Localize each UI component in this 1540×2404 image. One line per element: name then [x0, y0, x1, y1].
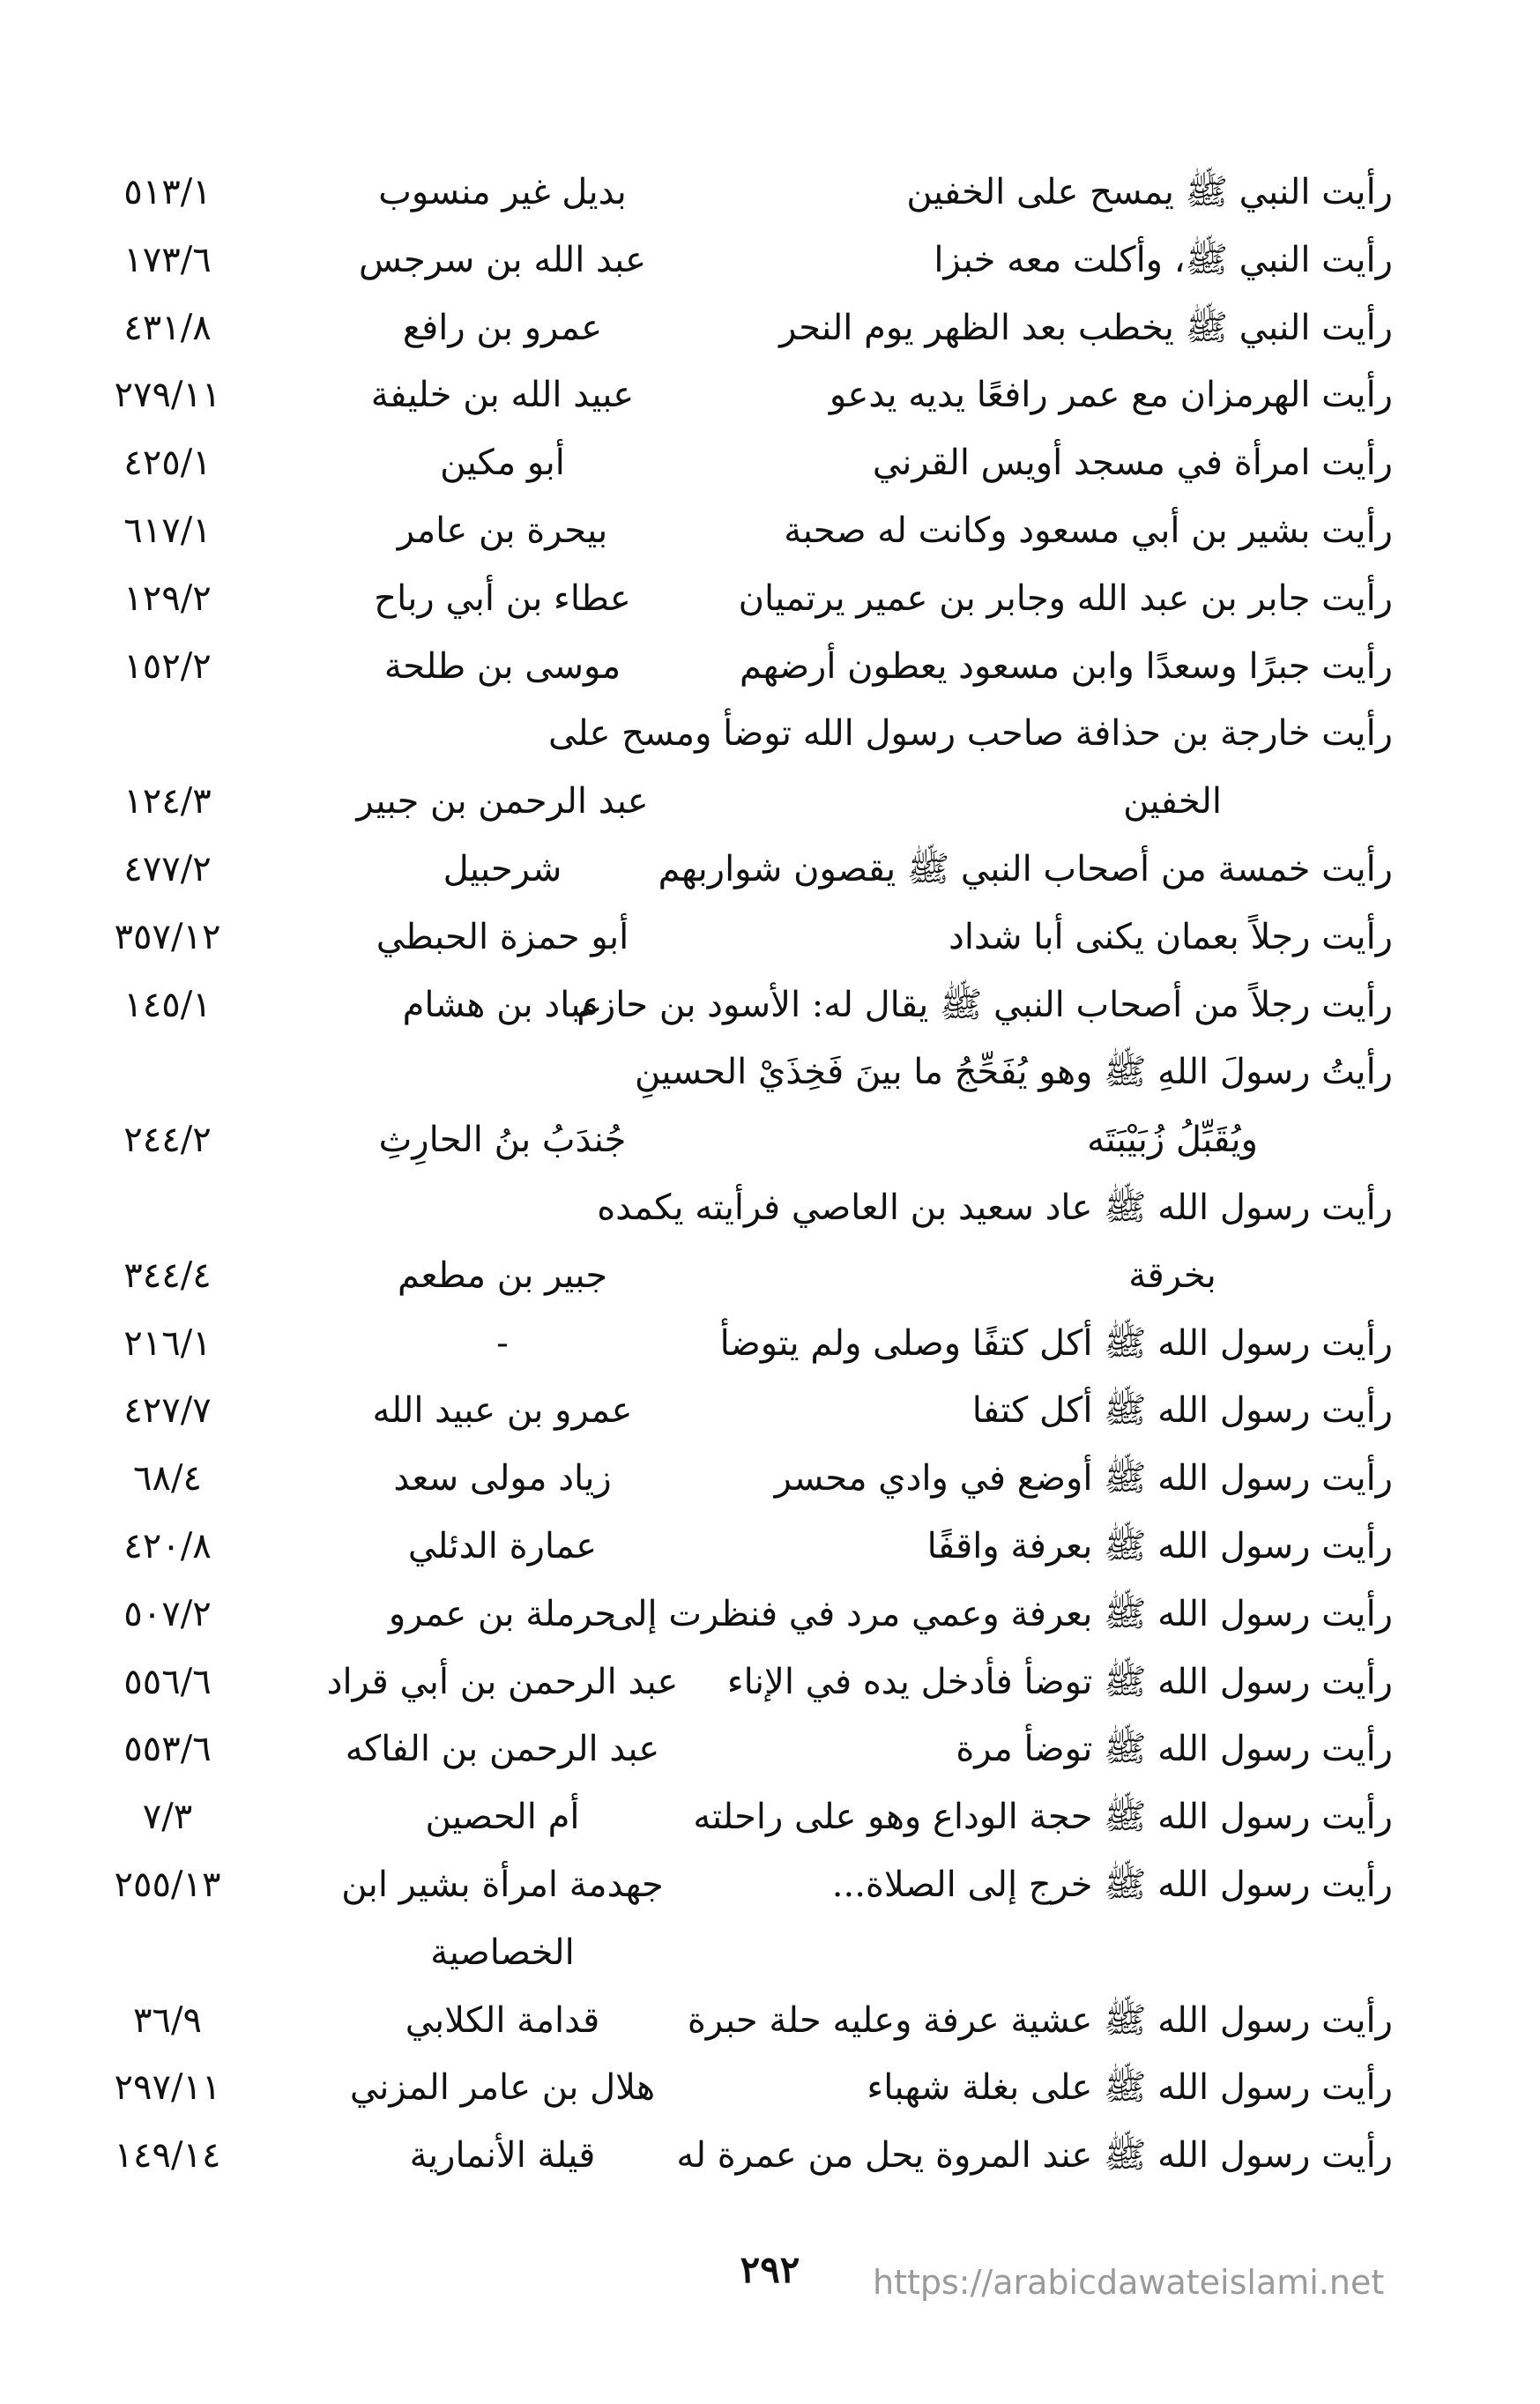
index-row [53, 429, 1393, 496]
index-row [53, 1310, 1393, 1377]
volume-page-reference [53, 700, 282, 767]
narrator-name: جهدمة امرأة بشير ابن [341, 1864, 664, 1905]
narrator-name: عبد الله بن سرجس [359, 239, 646, 280]
volume-page-reference: ٢٥٥/١٣ [114, 1864, 221, 1905]
hadith-incipit: رأيت رسول الله ﷺ أوضع في وادي محسر [774, 1458, 1393, 1500]
volume-page-reference: ٥٥٦/٦ [123, 1661, 212, 1702]
hadith-incipit: رأيت النبي ﷺ يخطب بعد الظهر يوم النحر [779, 307, 1393, 348]
index-row [53, 1106, 1393, 1173]
narrator-name: موسى بن طلحة [383, 645, 621, 687]
index-row [53, 1987, 1393, 2054]
index-row [53, 971, 1393, 1038]
narrator-name: عبد الرحمن بن الفاكه [345, 1729, 660, 1770]
index-row [53, 1445, 1393, 1512]
hadith-incipit: رأيت النبي ﷺ، وأكلت معه خبزا [934, 239, 1393, 280]
hadith-incipit: رأيت رسول الله ﷺ خرج إلى الصلاة... [831, 1864, 1393, 1905]
hadith-incipit: رأيت رجلاً بعمان يكنى أبا شداد [949, 916, 1393, 957]
hadith-incipit: رأيت خارجة بن حذافة صاحب رسول الله توضأ ومسح على [547, 713, 1393, 755]
index-row [53, 768, 1393, 835]
volume-page-reference: ١٢٤/٣ [123, 781, 212, 822]
volume-page-reference: ١٢٩/٢ [123, 577, 212, 619]
watermark-url: https://arabicdawateislami.net [873, 2263, 1385, 2302]
hadith-incipit: رأيت بشير بن أبي مسعود وكانت له صحبة [784, 510, 1393, 551]
hadith-incipit: رأيت رسول الله ﷺ بعرفة واقفًا [926, 1526, 1393, 1567]
volume-page-reference: ٤٢٠/٨ [123, 1526, 212, 1567]
volume-page-reference: ٥٠٧/٢ [123, 1593, 212, 1634]
narrator-name: أم الحصين [425, 1797, 580, 1838]
hadith-incipit: رأيت رسول الله ﷺ عند المروة يحل من عمرة له [676, 2135, 1393, 2177]
index-row [53, 1174, 1393, 1241]
hadith-incipit-continuation: الخفين [1123, 781, 1222, 822]
volume-page-reference: ٤٣١/٨ [123, 307, 212, 348]
volume-page-reference: ١٧٣/٦ [123, 239, 212, 280]
hadith-incipit: رأيت رسول الله ﷺ على بغلة شهباء [867, 2067, 1393, 2109]
index-row [53, 2054, 1393, 2121]
hadith-incipit: رأيت رجلاً من أصحاب النبي ﷺ يقال له: الأسود بن حازم [577, 984, 1393, 1025]
narrator-name: أبو مكين [440, 443, 565, 484]
hadith-incipit: رأيت رسول الله ﷺ عاد سعيد بن العاصي فرأيته يكمده [597, 1187, 1393, 1228]
narrator-name: عبد الرحمن بن أبي قراد [326, 1661, 679, 1702]
narrator-name: عمرو بن رافع [402, 307, 603, 348]
hadith-incipit-continuation: بخرقة [1128, 1254, 1216, 1296]
volume-page-reference: ٢٧٩/١١ [114, 375, 221, 416]
hadith-incipit: رأيت النبي ﷺ يمسح على الخفين [906, 172, 1393, 212]
narrator-name [317, 700, 688, 767]
volume-page-reference: ٦١٧/١ [123, 510, 212, 551]
volume-page-reference: ٥١٣/١ [123, 172, 212, 212]
hadith-incipit: رأيت رسول الله ﷺ أكل كتفا [971, 1390, 1393, 1432]
narrator-name: جُندَبُ بنُ الحارِثِ [378, 1120, 627, 1161]
volume-page-reference: ٣٥٧/١٢ [114, 916, 221, 957]
volume-page-reference: ٢١٦/١ [123, 1322, 212, 1364]
volume-page-reference [53, 1174, 282, 1241]
volume-page-reference [53, 1919, 282, 1986]
index-row [53, 227, 1393, 294]
index-row [53, 1851, 1393, 1918]
volume-page-reference: ٤٧٧/٢ [123, 849, 212, 889]
index-row [53, 1919, 1393, 1986]
narrator-name: قدامة الكلابي [405, 1999, 600, 2041]
volume-page-reference: ٣٤٤/٤ [123, 1254, 212, 1296]
hadith-incipit: رأيت خمسة من أصحاب النبي ﷺ يقصون شواربهم [658, 849, 1393, 889]
volume-page-reference: ٦٨/٤ [133, 1458, 202, 1500]
narrator-name: عطاء بن أبي رباح [374, 577, 631, 619]
volume-page-reference: ٤٢٥/١ [123, 443, 212, 484]
index-row [53, 700, 1393, 767]
hadith-incipit: رأيت رسول الله ﷺ توضأ مرة [956, 1729, 1393, 1770]
volume-page-reference: ٥٥٣/٦ [123, 1729, 212, 1770]
hadith-incipit-continuation: ويُقَبِّلُ زُبَيْبَتَه [1087, 1120, 1258, 1161]
narrator-name: عبيد الله بن خليفة [370, 375, 635, 416]
narrator-name: شرحبيل [443, 849, 562, 889]
narrator-name: عمارة الدئلي [407, 1526, 598, 1567]
hadith-incipit: رأيت الهرمزان مع عمر رافعًا يديه يدعو [829, 375, 1393, 416]
hadith-incipit: رأيت رسول الله ﷺ توضأ فأدخل يده في الإناء [726, 1661, 1393, 1702]
narrator-name: بيحرة بن عامر [397, 510, 608, 551]
hadith-incipit: رأيت رسول الله ﷺ أكل كتفًا وصلى ولم يتوضأ [719, 1322, 1393, 1364]
narrator-name: حرملة بن عمرو [388, 1593, 617, 1634]
narrator-name: جبير بن مطعم [397, 1254, 608, 1296]
index-row [53, 1513, 1393, 1580]
hadith-incipit [688, 1919, 1393, 1986]
page-number: ٢٩٢ [740, 2248, 800, 2291]
volume-page-reference: ١٤٥/١ [123, 984, 212, 1025]
index-row [53, 1716, 1393, 1783]
hadith-incipit: رأيت جبرًا وسعدًا وابن مسعود يعطون أرضهم [740, 645, 1393, 687]
narrator-name: بديل غير منسوب [378, 172, 627, 212]
index-row [53, 565, 1393, 632]
narrator-name [317, 1038, 688, 1105]
index-row [53, 294, 1393, 361]
narrator-name: عباد بن هشام [402, 984, 603, 1025]
index-row [53, 904, 1393, 971]
volume-page-reference: ١٤٩/١٤ [114, 2135, 221, 2177]
hadith-incipit: رأيت رسول الله ﷺ بعرفة وعمي مرد في فنظرت إلى [607, 1593, 1393, 1634]
volume-page-reference: ٣٦/٩ [133, 1999, 202, 2041]
volume-page-reference: ٤٢٧/٧ [123, 1390, 212, 1432]
index-row [53, 1783, 1393, 1850]
narrator-name: الخصاصية [430, 1931, 575, 1973]
hadith-incipit: رأيت رسول الله ﷺ عشية عرفة وعليه حلة حبرة [687, 1999, 1393, 2041]
index-row [53, 1649, 1393, 1716]
volume-page-reference [53, 1038, 282, 1105]
narrator-name: - [496, 1322, 509, 1364]
index-row [53, 361, 1393, 428]
index-row [53, 1581, 1393, 1648]
index-row [53, 159, 1393, 226]
narrator-name: هلال بن عامر المزني [349, 2067, 656, 2109]
index-row [53, 1377, 1393, 1444]
index-row [53, 633, 1393, 700]
hadith-incipit: رأيتُ رسولَ اللهِ ﷺ وهو يُفَحِّجُ ما بينَ فَخِذَيْ الحسينِ [634, 1052, 1393, 1093]
index-row [53, 497, 1393, 564]
volume-page-reference: ٢٤٤/٢ [123, 1120, 212, 1161]
hadith-incipit: رأيت رسول الله ﷺ حجة الوداع وهو على راحلته [693, 1797, 1393, 1838]
volume-page-reference: ٢٩٧/١١ [114, 2067, 221, 2109]
hadith-incipit: رأيت جابر بن عبد الله وجابر بن عمير يرتميان [738, 577, 1393, 619]
volume-page-reference: ١٥٢/٢ [123, 645, 212, 687]
index-row [53, 1242, 1393, 1309]
narrator-name [317, 1174, 688, 1241]
narrator-name: عبد الرحمن بن جبير [356, 781, 649, 822]
narrator-name: قيلة الأنمارية [409, 2135, 596, 2177]
index-row [53, 1038, 1393, 1105]
volume-page-reference: ٧/٣ [142, 1797, 193, 1838]
narrator-name: عمرو بن عبيد الله [372, 1390, 633, 1432]
narrator-name: أبو حمزة الحبطي [376, 916, 629, 957]
index-row [53, 836, 1393, 903]
hadith-incipit: رأيت امرأة في مسجد أويس القرني [872, 443, 1393, 484]
index-row [53, 2122, 1393, 2189]
narrator-name: زياد مولى سعد [393, 1458, 612, 1500]
